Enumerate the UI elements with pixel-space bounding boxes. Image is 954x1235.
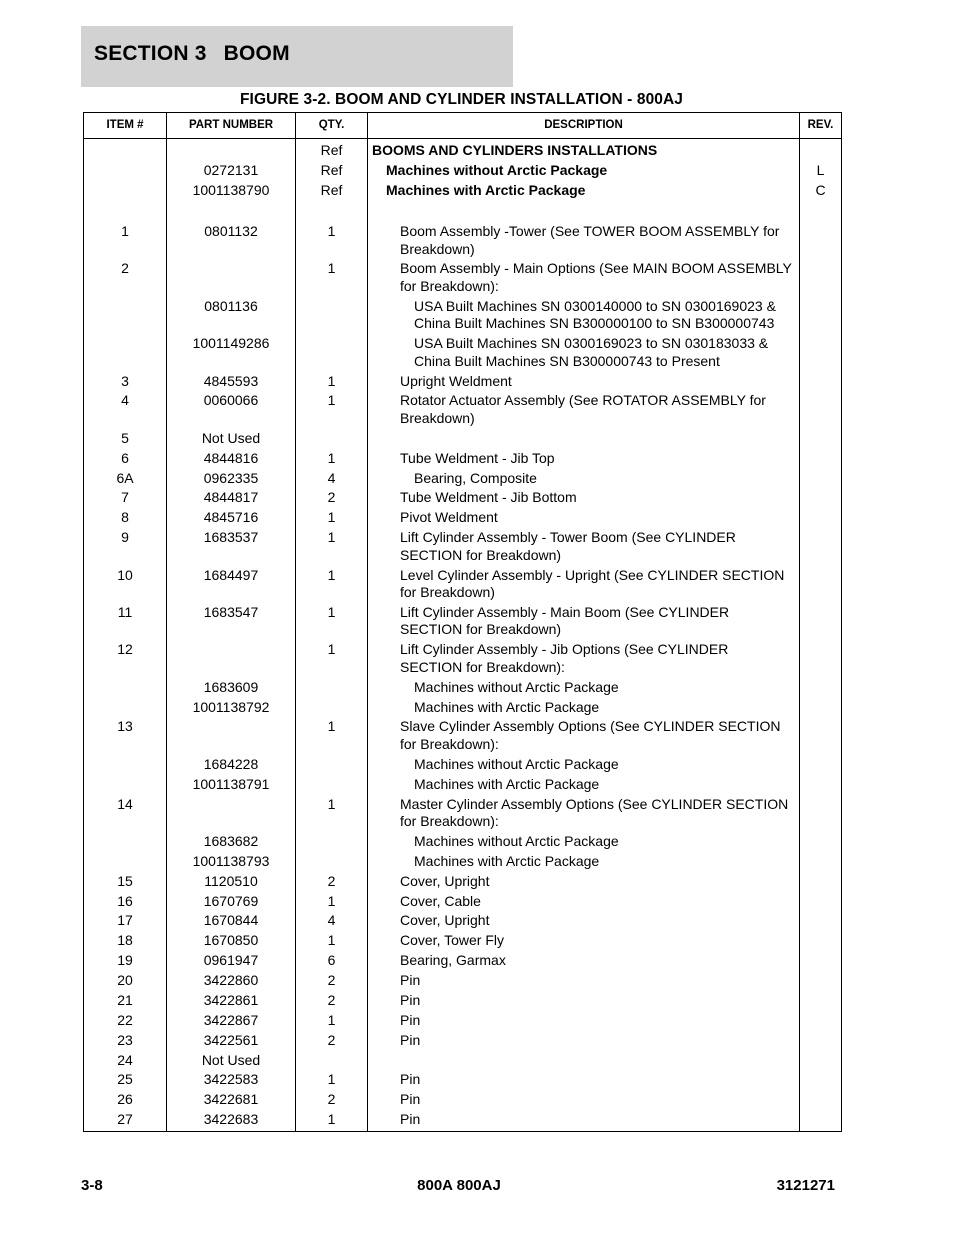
description-cell: Pin — [368, 1030, 800, 1050]
table-row — [84, 832, 842, 852]
qty-cell: 1 — [296, 222, 368, 259]
part-number-cell: 0801136 — [167, 297, 296, 334]
rev-cell — [800, 222, 842, 259]
table-row — [84, 334, 842, 371]
description-cell: Machines with Arctic Package — [368, 774, 800, 794]
part-number-cell: 3422860 — [167, 971, 296, 991]
table-row — [84, 222, 842, 259]
description-cell: Pin — [368, 991, 800, 1011]
rev-cell — [800, 603, 842, 640]
description-cell: Lift Cylinder Assembly - Jib Options (See CYLINDER SECTION for Breakdown): — [368, 640, 800, 677]
table-row — [84, 640, 842, 677]
description-cell: Pin — [368, 1090, 800, 1110]
item-cell: 9 — [84, 528, 167, 565]
qty-cell — [296, 852, 368, 872]
item-cell: 21 — [84, 991, 167, 1011]
description-cell — [368, 429, 800, 449]
item-cell — [84, 755, 167, 775]
item-cell: 13 — [84, 717, 167, 754]
table-row — [84, 259, 842, 296]
qty-cell: 1 — [296, 508, 368, 528]
item-cell: 20 — [84, 971, 167, 991]
description-cell: Machines with Arctic Package — [368, 181, 800, 201]
part-number-cell: 1670844 — [167, 911, 296, 931]
part-number-cell — [167, 794, 296, 831]
column-header-qty: QTY. — [296, 113, 368, 139]
table-header-row — [84, 113, 842, 139]
qty-cell: Ref — [296, 181, 368, 201]
table-row — [84, 755, 842, 775]
qty-cell: 1 — [296, 717, 368, 754]
part-number-cell: 1683547 — [167, 603, 296, 640]
qty-cell: 2 — [296, 1090, 368, 1110]
rev-cell — [800, 429, 842, 449]
rev-cell — [800, 931, 842, 951]
item-cell: 12 — [84, 640, 167, 677]
figure-title: FIGURE 3-2. BOOM AND CYLINDER INSTALLATION - 800AJ — [239, 91, 684, 108]
rev-cell — [800, 852, 842, 872]
footer-models: 800A 800AJ — [417, 1177, 501, 1194]
qty-cell: 6 — [296, 951, 368, 971]
table-row — [84, 448, 842, 468]
footer-page-number: 3-8 — [81, 1177, 103, 1194]
part-number-cell — [167, 139, 296, 161]
table-row — [84, 468, 842, 488]
part-number-cell: 1683682 — [167, 832, 296, 852]
item-cell: 4 — [84, 391, 167, 428]
rev-cell — [800, 528, 842, 565]
item-cell — [84, 334, 167, 371]
spacer-cell — [167, 200, 296, 221]
description-cell: USA Built Machines SN 0300169023 to SN 030183033 & China Built Machines SN B300000743 to Present — [368, 334, 800, 371]
item-cell — [84, 774, 167, 794]
table-row — [84, 774, 842, 794]
qty-cell: 1 — [296, 1110, 368, 1131]
table-row — [84, 717, 842, 754]
part-number-cell — [167, 640, 296, 677]
description-cell: Slave Cylinder Assembly Options (See CYLINDER SECTION for Breakdown): — [368, 717, 800, 754]
table-row — [84, 181, 842, 201]
qty-cell: 2 — [296, 488, 368, 508]
part-number-cell: 4844816 — [167, 448, 296, 468]
description-cell: Pin — [368, 1110, 800, 1131]
description-cell: Lift Cylinder Assembly - Tower Boom (See CYLINDER SECTION for Breakdown) — [368, 528, 800, 565]
part-number-cell: 1001138792 — [167, 697, 296, 717]
item-cell: 8 — [84, 508, 167, 528]
item-cell: 19 — [84, 951, 167, 971]
column-header-description: DESCRIPTION — [368, 113, 800, 139]
part-number-cell: 3422583 — [167, 1070, 296, 1090]
description-cell: Upright Weldment — [368, 371, 800, 391]
item-cell — [84, 832, 167, 852]
rev-cell — [800, 717, 842, 754]
section-label: SECTION 3 — [94, 42, 207, 65]
qty-cell: Ref — [296, 161, 368, 181]
item-cell: 24 — [84, 1050, 167, 1070]
rev-cell: C — [800, 181, 842, 201]
description-cell: Rotator Actuator Assembly (See ROTATOR ASSEMBLY for Breakdown) — [368, 391, 800, 428]
item-cell: 18 — [84, 931, 167, 951]
section-header — [81, 26, 513, 87]
table-row — [84, 951, 842, 971]
description-cell: Master Cylinder Assembly Options (See CYLINDER SECTION for Breakdown): — [368, 794, 800, 831]
rev-cell — [800, 391, 842, 428]
part-number-cell: 0272131 — [167, 161, 296, 181]
part-number-cell: 1683537 — [167, 528, 296, 565]
table-row — [84, 677, 842, 697]
rev-cell — [800, 1070, 842, 1090]
table-row — [84, 1090, 842, 1110]
table-row — [84, 1110, 842, 1131]
rev-cell — [800, 259, 842, 296]
qty-cell: 2 — [296, 1030, 368, 1050]
part-number-cell: 0801132 — [167, 222, 296, 259]
description-cell: Bearing, Garmax — [368, 951, 800, 971]
rev-cell — [800, 371, 842, 391]
table-row — [84, 971, 842, 991]
part-number-cell: 1670850 — [167, 931, 296, 951]
rev-cell — [800, 139, 842, 161]
part-number-cell: 0962335 — [167, 468, 296, 488]
part-number-cell: 3422683 — [167, 1110, 296, 1131]
rev-cell — [800, 951, 842, 971]
table-row — [84, 1030, 842, 1050]
table-row — [84, 603, 842, 640]
description-cell: BOOMS AND CYLINDERS INSTALLATIONS — [368, 139, 800, 161]
item-cell — [84, 297, 167, 334]
spacer-cell — [296, 200, 368, 221]
qty-cell: 1 — [296, 391, 368, 428]
item-cell: 27 — [84, 1110, 167, 1131]
part-number-cell: 1683609 — [167, 677, 296, 697]
qty-cell: 1 — [296, 931, 368, 951]
description-cell: USA Built Machines SN 0300140000 to SN 0300169023 & China Built Machines SN B300000100 to SN B300000743 — [368, 297, 800, 334]
description-cell: Lift Cylinder Assembly - Main Boom (See CYLINDER SECTION for Breakdown) — [368, 603, 800, 640]
part-number-cell: 1120510 — [167, 871, 296, 891]
table-row — [84, 139, 842, 161]
qty-cell — [296, 334, 368, 371]
item-cell: 23 — [84, 1030, 167, 1050]
footer-doc-number: 3121271 — [776, 1177, 835, 1194]
description-cell: Machines without Arctic Package — [368, 755, 800, 775]
description-cell: Pivot Weldment — [368, 508, 800, 528]
description-cell: Pin — [368, 1070, 800, 1090]
item-cell: 10 — [84, 565, 167, 602]
description-cell: Cover, Upright — [368, 871, 800, 891]
rev-cell — [800, 468, 842, 488]
description-cell: Pin — [368, 1011, 800, 1031]
item-cell — [84, 161, 167, 181]
rev-cell — [800, 677, 842, 697]
qty-cell: 1 — [296, 640, 368, 677]
part-number-cell: 1001138791 — [167, 774, 296, 794]
qty-cell: 1 — [296, 1070, 368, 1090]
qty-cell: 4 — [296, 468, 368, 488]
item-cell: 6 — [84, 448, 167, 468]
item-cell: 22 — [84, 1011, 167, 1031]
description-cell: Cover, Upright — [368, 911, 800, 931]
description-cell: Machines without Arctic Package — [368, 161, 800, 181]
table-row — [84, 429, 842, 449]
table-row — [84, 488, 842, 508]
qty-cell: 1 — [296, 1011, 368, 1031]
table-row — [84, 697, 842, 717]
item-cell: 7 — [84, 488, 167, 508]
qty-cell: 1 — [296, 259, 368, 296]
rev-cell — [800, 1011, 842, 1031]
qty-cell — [296, 677, 368, 697]
qty-cell: 1 — [296, 371, 368, 391]
rev-cell — [800, 697, 842, 717]
part-number-cell: 0961947 — [167, 951, 296, 971]
rev-cell — [800, 755, 842, 775]
table-row — [84, 931, 842, 951]
table-row — [84, 1011, 842, 1031]
part-number-cell: 4845593 — [167, 371, 296, 391]
rev-cell: L — [800, 161, 842, 181]
spacer-row — [84, 200, 842, 221]
part-number-cell — [167, 259, 296, 296]
table-row — [84, 161, 842, 181]
rev-cell — [800, 971, 842, 991]
qty-cell: 2 — [296, 991, 368, 1011]
item-cell: 3 — [84, 371, 167, 391]
description-cell — [368, 1050, 800, 1070]
column-header-rev: REV. — [800, 113, 842, 139]
item-cell: 6A — [84, 468, 167, 488]
column-header-part-number: PART NUMBER — [167, 113, 296, 139]
qty-cell — [296, 774, 368, 794]
part-number-cell: 1001149286 — [167, 334, 296, 371]
rev-cell — [800, 640, 842, 677]
description-cell: Machines without Arctic Package — [368, 832, 800, 852]
item-cell: 14 — [84, 794, 167, 831]
part-number-cell: 1670769 — [167, 891, 296, 911]
qty-cell: 1 — [296, 891, 368, 911]
description-cell: Bearing, Composite — [368, 468, 800, 488]
description-cell: Boom Assembly -Tower (See TOWER BOOM ASSEMBLY for Breakdown) — [368, 222, 800, 259]
spacer-cell — [800, 200, 842, 221]
table-row — [84, 871, 842, 891]
item-cell: 16 — [84, 891, 167, 911]
rev-cell — [800, 488, 842, 508]
item-cell — [84, 677, 167, 697]
description-cell: Level Cylinder Assembly - Upright (See CYLINDER SECTION for Breakdown) — [368, 565, 800, 602]
part-number-cell: 1001138793 — [167, 852, 296, 872]
table-row — [84, 852, 842, 872]
qty-cell — [296, 697, 368, 717]
part-number-cell: Not Used — [167, 429, 296, 449]
rev-cell — [800, 1030, 842, 1050]
rev-cell — [800, 794, 842, 831]
description-cell: Cover, Tower Fly — [368, 931, 800, 951]
table-row — [84, 911, 842, 931]
part-number-cell: 1684228 — [167, 755, 296, 775]
rev-cell — [800, 991, 842, 1011]
item-cell: 25 — [84, 1070, 167, 1090]
qty-cell: 2 — [296, 871, 368, 891]
part-number-cell: Not Used — [167, 1050, 296, 1070]
part-number-cell: 4845716 — [167, 508, 296, 528]
rev-cell — [800, 911, 842, 931]
section-title: BOOM — [223, 42, 290, 65]
description-cell: Tube Weldment - Jib Top — [368, 448, 800, 468]
qty-cell — [296, 429, 368, 449]
parts-table — [83, 112, 842, 1132]
part-number-cell: 3422681 — [167, 1090, 296, 1110]
description-cell: Cover, Cable — [368, 891, 800, 911]
item-cell — [84, 852, 167, 872]
item-cell — [84, 181, 167, 201]
rev-cell — [800, 334, 842, 371]
item-cell: 11 — [84, 603, 167, 640]
rev-cell — [800, 297, 842, 334]
qty-cell: 4 — [296, 911, 368, 931]
table-row — [84, 794, 842, 831]
description-cell: Machines without Arctic Package — [368, 677, 800, 697]
table-row — [84, 565, 842, 602]
column-header-item: ITEM # — [84, 113, 167, 139]
spacer-cell — [84, 200, 167, 221]
table-row — [84, 528, 842, 565]
description-cell: Tube Weldment - Jib Bottom — [368, 488, 800, 508]
part-number-cell: 0060066 — [167, 391, 296, 428]
qty-cell: Ref — [296, 139, 368, 161]
rev-cell — [800, 1110, 842, 1131]
part-number-cell: 3422867 — [167, 1011, 296, 1031]
part-number-cell: 3422861 — [167, 991, 296, 1011]
qty-cell — [296, 297, 368, 334]
rev-cell — [800, 1090, 842, 1110]
qty-cell: 2 — [296, 971, 368, 991]
description-cell: Pin — [368, 971, 800, 991]
qty-cell: 1 — [296, 603, 368, 640]
rev-cell — [800, 774, 842, 794]
item-cell: 1 — [84, 222, 167, 259]
table-row — [84, 371, 842, 391]
item-cell: 17 — [84, 911, 167, 931]
item-cell: 5 — [84, 429, 167, 449]
spacer-cell — [368, 200, 800, 221]
rev-cell — [800, 832, 842, 852]
table-row — [84, 991, 842, 1011]
table-row — [84, 508, 842, 528]
part-number-cell: 4844817 — [167, 488, 296, 508]
qty-cell: 1 — [296, 448, 368, 468]
qty-cell: 1 — [296, 565, 368, 602]
rev-cell — [800, 565, 842, 602]
table-row — [84, 297, 842, 334]
description-cell: Machines with Arctic Package — [368, 697, 800, 717]
part-number-cell: 3422561 — [167, 1030, 296, 1050]
rev-cell — [800, 448, 842, 468]
description-cell: Machines with Arctic Package — [368, 852, 800, 872]
item-cell: 2 — [84, 259, 167, 296]
part-number-cell: 1001138790 — [167, 181, 296, 201]
item-cell — [84, 139, 167, 161]
table-row — [84, 391, 842, 428]
table-row — [84, 891, 842, 911]
part-number-cell: 1684497 — [167, 565, 296, 602]
rev-cell — [800, 1050, 842, 1070]
qty-cell — [296, 755, 368, 775]
table-row — [84, 1050, 842, 1070]
parts-table-body — [84, 139, 842, 1132]
item-cell: 26 — [84, 1090, 167, 1110]
part-number-cell — [167, 717, 296, 754]
table-row — [84, 1070, 842, 1090]
qty-cell: 1 — [296, 794, 368, 831]
qty-cell — [296, 1050, 368, 1070]
item-cell — [84, 697, 167, 717]
rev-cell — [800, 871, 842, 891]
description-cell: Boom Assembly - Main Options (See MAIN BOOM ASSEMBLY for Breakdown): — [368, 259, 800, 296]
item-cell: 15 — [84, 871, 167, 891]
qty-cell: 1 — [296, 528, 368, 565]
qty-cell — [296, 832, 368, 852]
rev-cell — [800, 508, 842, 528]
rev-cell — [800, 891, 842, 911]
